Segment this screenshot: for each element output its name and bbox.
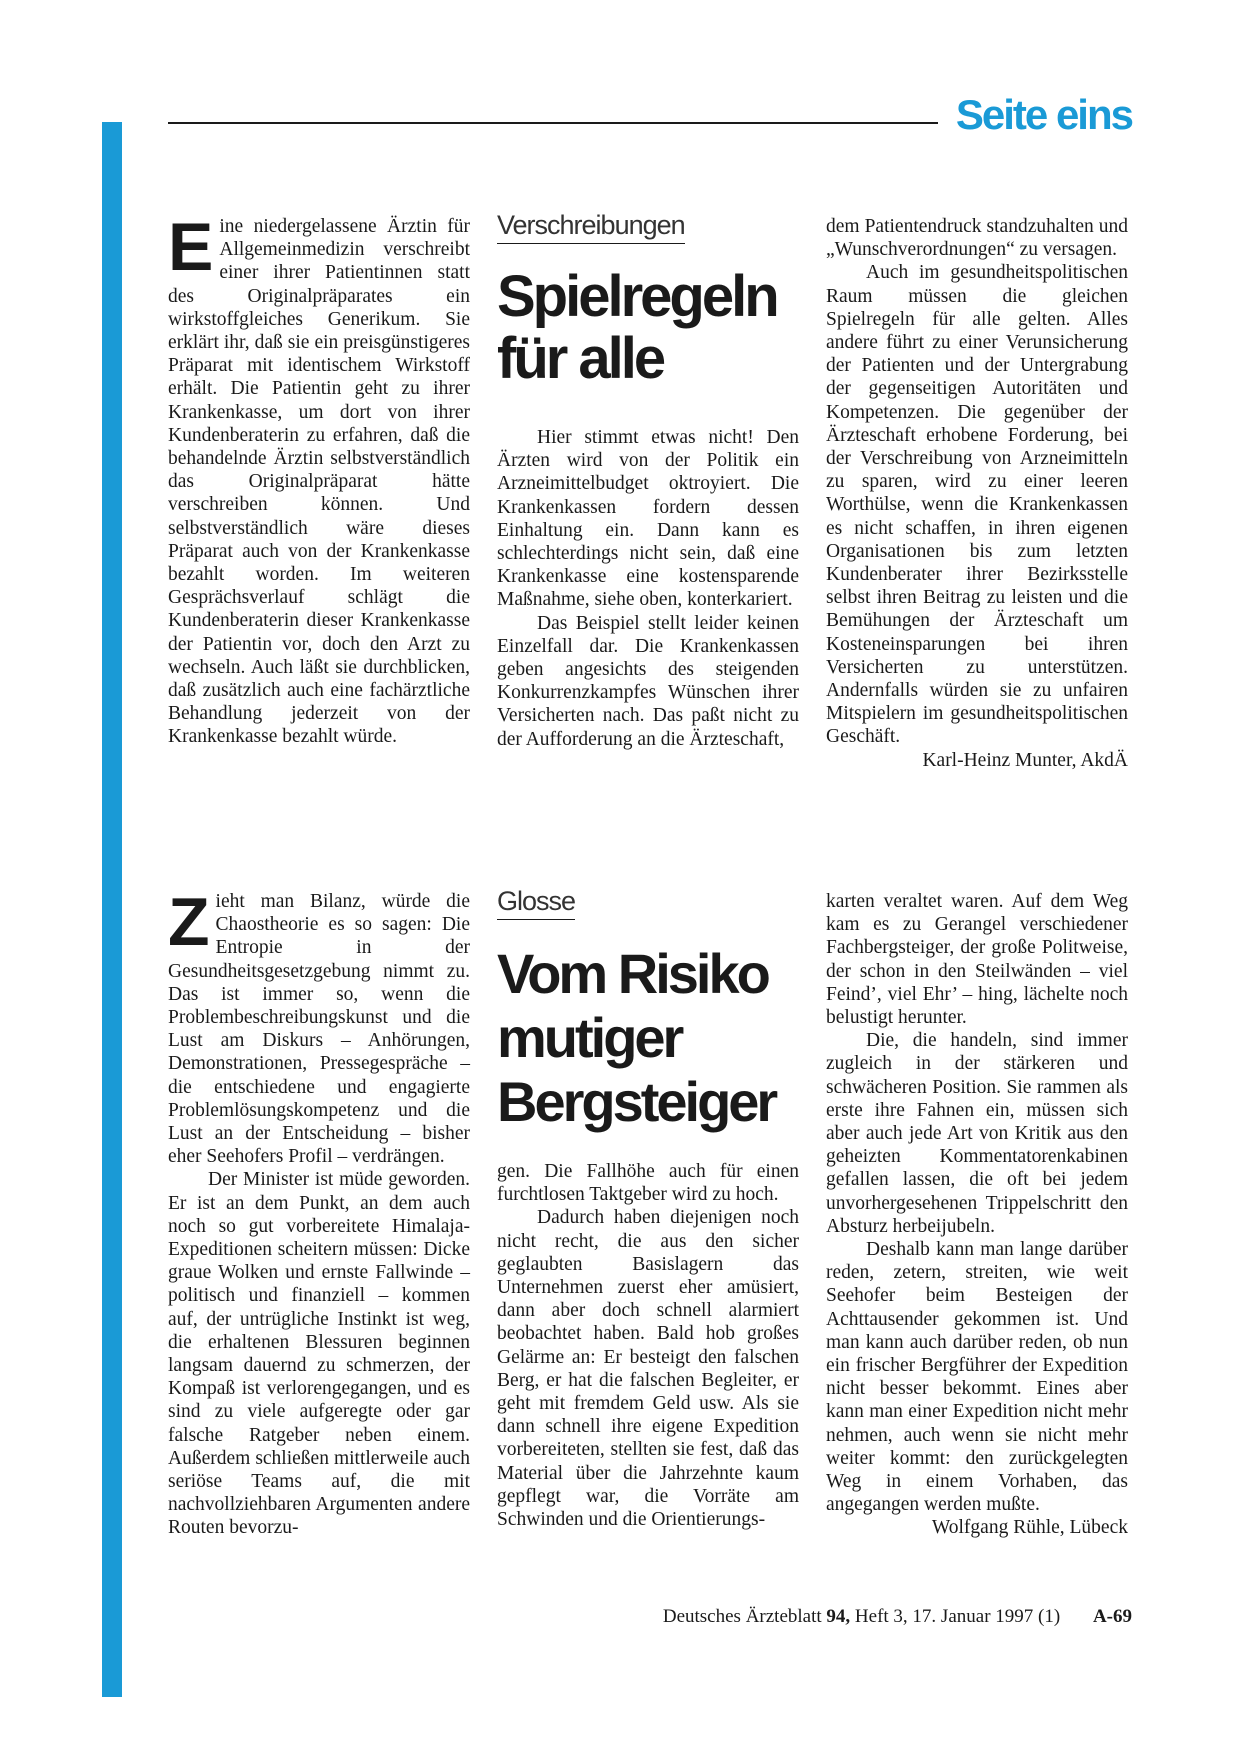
article2-paragraph: Dadurch haben diejenigen noch nicht recht, die aus den sicher geglaubten Basislagern das Unternehmen zuerst eher amüsiert, dann aber doch schnell alarmiert beobachtet haben. Bald hob großes Gelärme an: Er besteigt den falschen Berg, er hat die falschen Begleiter, er geht mit fremdem Geld usw. Als sie dann schnell ihre eigene Expedition vorbereiteten, stellten sie fest, daß das Material über die Jahrzehnte kaum gepflegt war, die Vorräte am Schwinden und die Orientierungs-: [497, 1207, 799, 1531]
article1-paragraph: Eine niedergelassene Ärztin für Allgemeinmedizin verschreibt einer ihrer Patientinnen statt des Originalpräparates ein wirkstoffgleiches Generikum. Sie erklärt ihr, daß sie ein preisgünstigeres Präparat mit identischem Wirkstoff erhält. Die Patientin geht zu ihrer Krankenkasse, um dort von ihrer Kundenberaterin zu erfahren, daß die behandelnde Ärztin selbstverständlich das Originalpräparat hätte verschreiben können. Und selbstverständlich wäre dieses Präparat auch von der Krankenkasse bezahlt worden. Im weiteren Gesprächsverlauf schlägt die Kundenberaterin dieser Krankenkasse der Patientin vor, doch den Arzt zu wechseln. Auch läßt sie durchblicken, daß zusätzlich auch eine fachärztliche Behandlung jederzeit von der Krankenkasse bezahlt würde.: [168, 209, 470, 748]
article2-kicker: Glosse: [497, 886, 575, 920]
article2-column-1: [168, 884, 470, 1540]
article1-headline: Spielregeln für alle: [497, 264, 777, 392]
article2-column-3: [826, 890, 1128, 1540]
article1-column-2: [497, 210, 799, 751]
section-title: Seite eins: [955, 91, 1132, 138]
article2-paragraph: gen. Die Fallhöhe auch für einen furchtlosen Taktgeber wird zu hoch.: [497, 1161, 799, 1206]
article1-paragraph: Das Beispiel stellt leider keinen Einzelfall dar. Die Krankenkassen geben angesichts des steigenden Konkurrenzkampfes Wünschen ihrer Versicherten nach. Das paßt nicht zu der Aufforderung an die Ärzteschaft,: [497, 612, 799, 750]
accent-side-bar: [102, 122, 122, 1697]
drop-cap: E: [168, 209, 214, 285]
article2-paragraph: Deshalb kann man lange darüber reden, zetern, streiten, wie weit Seehofer beim Besteigen der Achttausender gekommen ist. Und man kann auch darüber reden, ob nun ein frischer Bergführer der Expedition nicht besser bekommt. Eines aber kann man einer Expedition nicht mehr nehmen, auch wenn sie nicht mehr weiter kommt: den zurückgelegten Weg in einem Vorhaben, das angegangen werden mußte. Wolfgang Rühle, Lübeck: [826, 1239, 1128, 1539]
header-rule: [168, 122, 938, 124]
article1-author: Karl-Heinz Munter, AkdÄ: [922, 749, 1128, 771]
drop-cap: Z: [168, 884, 210, 960]
article2-author: Wolfgang Rühle, Lübeck: [931, 1517, 1128, 1539]
article2-paragraph: karten veraltet waren. Auf dem Weg kam es zu Gerangel verschiedener Fachbergsteiger, der große Politweise, der schon in den Steilwänden – viel Feind’, viel Ehr’ – hing, lächelte noch belustigt herunter.: [826, 891, 1128, 1029]
article1-column-3: [826, 215, 1128, 772]
article1-column-1: [168, 209, 470, 749]
journal-volume: 94,: [826, 1606, 851, 1627]
article2-paragraph: Der Minister ist müde geworden. Er ist an dem Punkt, an dem auch noch so gut vorbereitete Himalaja-Expeditionen scheitern müssen: Dicke graue Wolken und ernste Fallwinde – politisch und finanziell – kommen auf, der untrügliche Instinkt ist weg, die erhaltenen Blessuren beginnen langsam dauernd zu schmerzen, der Kompaß ist verlorengegangen, und es sind zu viele aufgeregte oder gar falsche Ratgeber neben einem. Außerdem schließen mittlerweile auch seriöse Teams auf, die mit nachvollziehbaren Argumenten andere Routen bevorzu-: [168, 1169, 470, 1539]
journal-name: Deutsches Ärzteblatt: [662, 1606, 822, 1627]
article1-paragraph: Auch im gesundheitspolitischen Raum müssen die gleichen Spielregeln für alle gelten. Alles andere führt zu einer Verunsicherung der Patienten und der Untergrabung der gegenseitigen Autoritäten und Kompetenzen. Die gegenüber der Ärzteschaft erhobene Forderung, bei der Verschreibung von Arzneimitteln zu sparen, wird zu einer leeren Worthülse, wenn die Krankenkassen es nicht schaffen, in ihren eigenen Organisationen bis zum letzten Kundenberater ihrer Bezirksstelle selbst ihren Beitrag zu leisten und die Bemühungen der Ärzteschaft um Kosteneinsparungen bei ihren Versicherten zu unterstützen. Andernfalls würden sie zu unfairen Mitspielern im gesundheitspolitischen Geschäft. Karl-Heinz Munter, AkdÄ: [826, 262, 1128, 771]
article1-paragraph: Hier stimmt etwas nicht! Den Ärzten wird von der Politik ein Arzneimittelbudget oktroyiert. Die Krankenkassen fordern dessen Einhaltung ein. Dann kann es schlechterdings nicht sein, daß eine Krankenkasse eine kostensparende Maßnahme, siehe oben, konterkariert.: [497, 427, 799, 611]
article2-paragraph: Zieht man Bilanz, würde die Chaostheorie es so sagen: Die Entropie in der Gesundheitsgesetzgebung nimmt zu. Das ist immer so, wenn die Problembeschreibungskunst und die Lust am Diskurs – Anhörungen, Demonstrationen, Pressegespräche – die entschiedene und engagierte Problemlösungskompetenz und die Lust an der Entscheidung – bisher eher Seehofers Profil – verdrängen.: [168, 884, 470, 1168]
article1-kicker: Verschreibungen: [497, 210, 685, 244]
page-footer: [500, 1606, 1132, 1628]
article1-paragraph: dem Patientendruck standzuhalten und „Wunschverordnungen“ zu versagen.: [826, 216, 1128, 261]
article2-paragraph: Die, die handeln, sind immer zugleich in der stärkeren und schwächeren Position. Sie rammen als erste ihre Fahnen ein, müssen sich aber auch jede Art von Kritik aus den geheizten Kommentatorenkabinen gefallen lassen, die oft bei jedem unvorhergesehenen Trippelschritt den Absturz herbeijubeln.: [826, 1030, 1128, 1237]
article2-headline: Vom Risiko mutiger Bergsteiger: [497, 942, 776, 1134]
article2-column-2: [497, 886, 799, 1531]
page-number: A-69: [1092, 1606, 1132, 1627]
journal-issue: Heft 3, 17. Januar 1997 (1): [854, 1606, 1061, 1627]
